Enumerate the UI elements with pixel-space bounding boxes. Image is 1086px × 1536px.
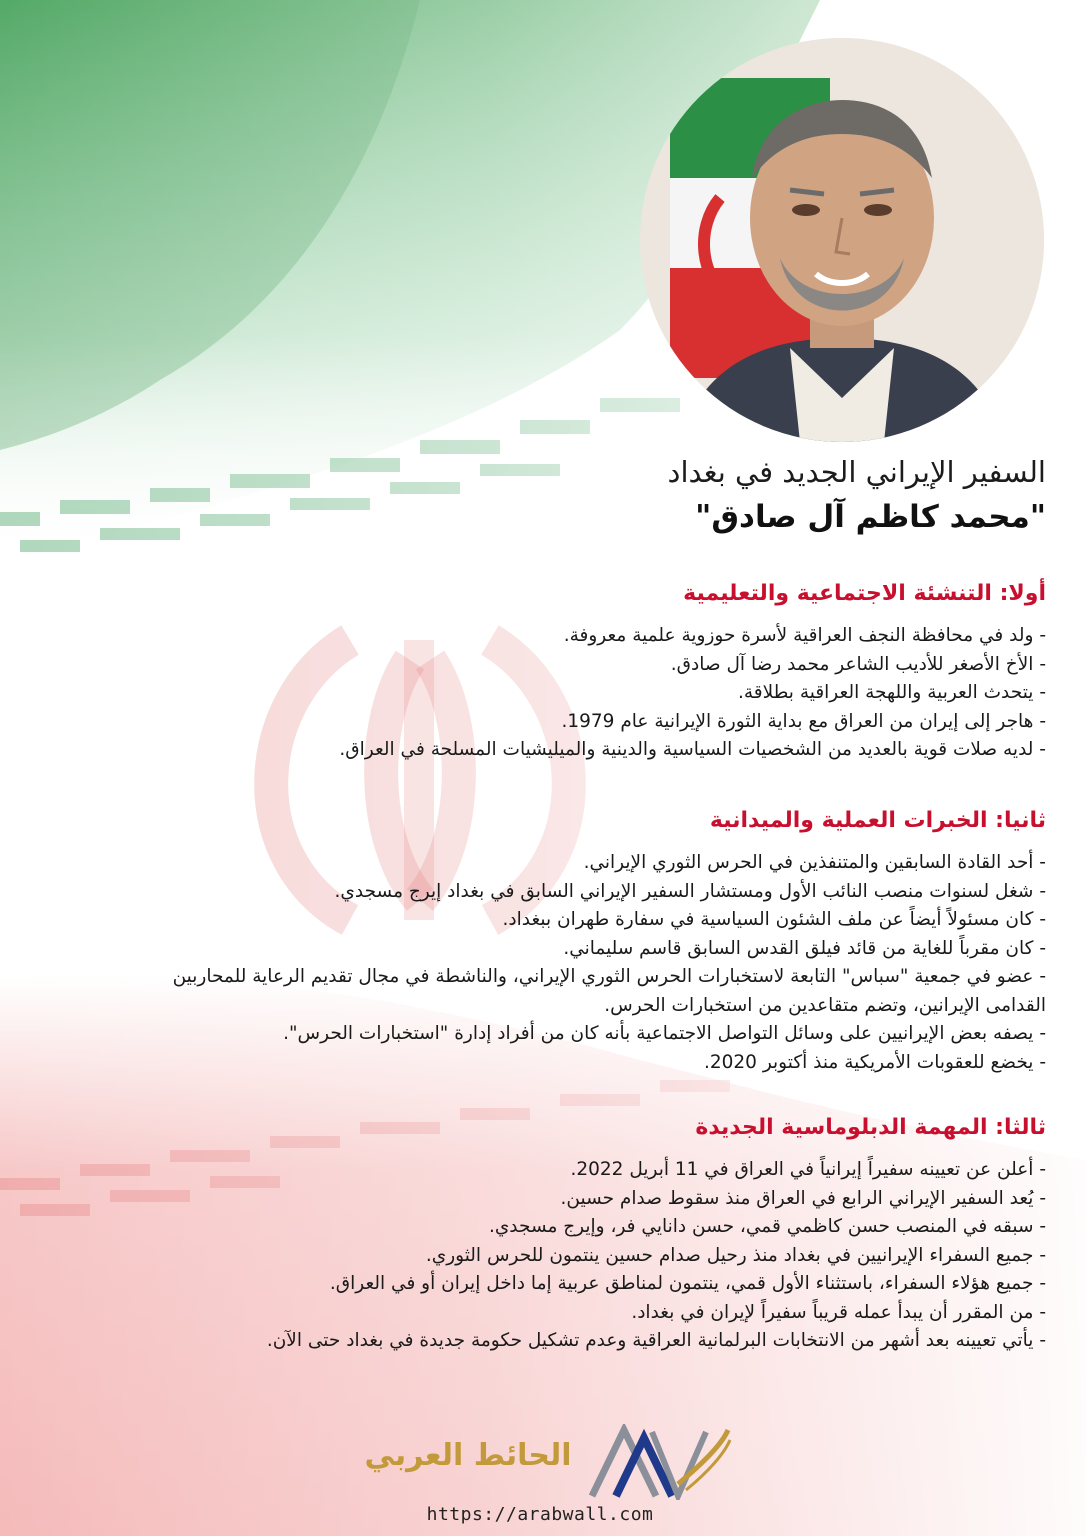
bullet-list — [116, 849, 1046, 1077]
section-upbringing — [116, 578, 1046, 765]
list-item: - ولد في محافظة النجف العراقية لأسرة حوزوية علمية معروفة. — [563, 625, 1046, 646]
list-item: - سبقه في المنصب حسن كاظمي قمي، حسن دانايي فر، وإيرج مسجدي. — [488, 1216, 1046, 1237]
logo-name: الحائط العربي — [364, 1438, 572, 1473]
list-item: - شغل لسنوات منصب النائب الأول ومستشار السفير الإيراني السابق في بغداد إيرج مسجدي. — [334, 880, 1046, 902]
website-url[interactable]: https://arabwall.com — [426, 1504, 654, 1525]
list-item: - يخضع للعقوبات الأمريكية منذ أكتوبر 2020. — [703, 1051, 1046, 1073]
list-item: - كان مسئولاً أيضاً عن ملف الشئون السياسية في سفارة طهران ببغداد. — [502, 909, 1046, 930]
section-experience — [116, 805, 1046, 1077]
title-block — [346, 450, 1046, 540]
list-item: - الأخ الأصغر للأديب الشاعر محمد رضا آل صادق. — [670, 653, 1046, 675]
list-item: - يأتي تعيينه بعد أشهر من الانتخابات البرلمانية العراقية وعدم تشكيل حكومة جديدة في بغداد حتى الآن. — [266, 1330, 1046, 1351]
aw-logo-mark-icon — [582, 1424, 732, 1500]
section-heading: ثالثا: المهمة الدبلوماسية الجديدة — [695, 1115, 1046, 1140]
list-item: - يصفه بعض الإيرانيين على وسائل التواصل الاجتماعية بأنه كان من أفراد إدارة "استخبارات الحرس". — [283, 1023, 1046, 1044]
ambassador-portrait — [640, 38, 1044, 442]
list-item: - جميع هؤلاء السفراء، باستثناء الأول قمي، ينتمون لمناطق عربية إما داخل إيران أو في العراق. — [329, 1273, 1046, 1294]
list-item: - يُعد السفير الإيراني الرابع في العراق منذ سقوط صدام حسين. — [560, 1187, 1046, 1209]
list-item: - أحد القادة السابقين والمتنفذين في الحرس الثوري الإيراني. — [583, 852, 1046, 873]
list-item: - عضو في جمعية "سباس" التابعة لاستخبارات الحرس الثوري الإيراني، والناشطة في مجال تقديم الرعاية للمحاربين القدامى الإيرانين، وتضم متقاعدين من استخبارات الحرس. — [172, 966, 1046, 1016]
list-item: - جميع السفراء الإيرانيين في بغداد منذ رحيل صدام حسين ينتمون للحرس الثوري. — [425, 1244, 1046, 1266]
bullet-list — [116, 622, 1046, 765]
list-item: - كان مقرباً للغاية من قائد فيلق القدس السابق قاسم سليماني. — [563, 937, 1046, 959]
bullet-list — [116, 1156, 1046, 1356]
section-diplomatic-mission — [116, 1112, 1046, 1356]
arabwall-logo — [350, 1420, 750, 1530]
section-heading: أولا: التنشئة الاجتماعية والتعليمية — [683, 581, 1046, 606]
list-item: - يتحدث العربية واللهجة العراقية بطلاقة. — [737, 682, 1046, 703]
list-item: - من المقرر أن يبدأ عمله قريباً سفيراً لإيران في بغداد. — [631, 1301, 1046, 1323]
list-item: - هاجر إلى إيران من العراق مع بداية الثورة الإيرانية عام 1979. — [561, 710, 1046, 732]
list-item: - لديه صلات قوية بالعديد من الشخصيات السياسية والدينية والميليشيات المسلحة في العراق. — [339, 739, 1046, 760]
ambassador-name: "محمد كاظم آل صادق" — [695, 499, 1046, 535]
section-heading: ثانيا: الخبرات العملية والميدانية — [709, 808, 1046, 833]
list-item: - أعلن عن تعيينه سفيراً إيرانياً في العراق في 11 أبريل 2022. — [570, 1159, 1046, 1180]
page-title: السفير الإيراني الجديد في بغداد — [667, 455, 1046, 489]
